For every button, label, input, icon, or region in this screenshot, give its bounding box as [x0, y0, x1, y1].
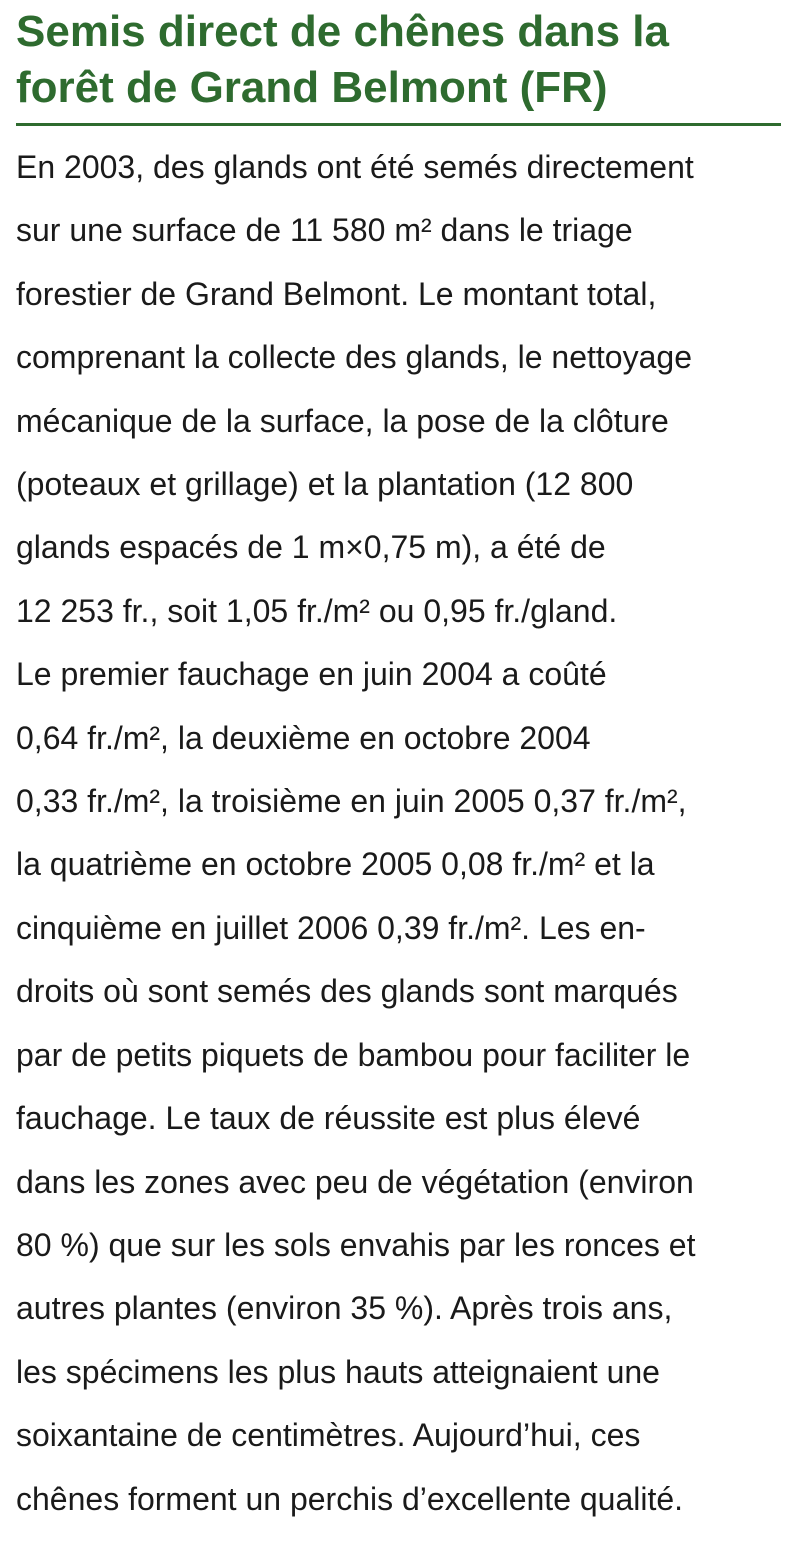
- title-line: Semis direct de chênes dans la: [16, 7, 669, 56]
- title-divider: [16, 123, 781, 126]
- body-line: mécanique de la surface, la pose de la clôture: [16, 402, 669, 439]
- body-line: 0,64 fr./m², la deuxième en octobre 2004: [16, 719, 591, 756]
- body-line: 80 %) que sur les sols envahis par les ronces et: [16, 1226, 696, 1263]
- body-line: En 2003, des glands ont été semés directement: [16, 149, 694, 185]
- document-title: [16, 4, 786, 116]
- title-line: forêt de Grand Belmont (FR): [16, 63, 608, 112]
- body-line: Le premier fauchage en juin 2004 a coûté: [16, 656, 607, 693]
- body-line: autres plantes (environ 35 %). Après trois ans,: [16, 1290, 673, 1327]
- body-line: forestier de Grand Belmont. Le montant total,: [16, 275, 657, 312]
- body-line: par de petits piquets de bambou pour faciliter le: [16, 1036, 691, 1073]
- body-line: dans les zones avec peu de végétation (environ: [16, 1163, 694, 1200]
- body-line: 12 253 fr., soit 1,05 fr./m² ou 0,95 fr./gland.: [16, 592, 618, 629]
- body-line: (poteaux et grillage) et la plantation (12 800: [16, 466, 634, 503]
- body-line: les spécimens les plus hauts atteignaient une: [16, 1353, 660, 1390]
- body-line: 0,33 fr./m², la troisième en juin 2005 0,37 fr./m²,: [16, 783, 687, 820]
- body-line: glands espacés de 1 m×0,75 m), a été de: [16, 529, 606, 566]
- body-line: fauchage. Le taux de réussite est plus élevé: [16, 1100, 641, 1137]
- body-line: la quatrième en octobre 2005 0,08 fr./m² et la: [16, 846, 655, 883]
- body-line: droits où sont semés des glands sont marqués: [16, 973, 678, 1010]
- body-line: chênes forment un perchis d’excellente qualité.: [16, 1480, 684, 1517]
- body-paragraph: [16, 136, 791, 1531]
- body-line: sur une surface de 11 580 m² dans le triage: [16, 212, 633, 249]
- body-line: cinquième en juillet 2006 0,39 fr./m². Les en-: [16, 909, 646, 946]
- body-line: soixantaine de centimètres. Aujourd’hui, ces: [16, 1417, 641, 1454]
- body-line: comprenant la collecte des glands, le nettoyage: [16, 339, 692, 376]
